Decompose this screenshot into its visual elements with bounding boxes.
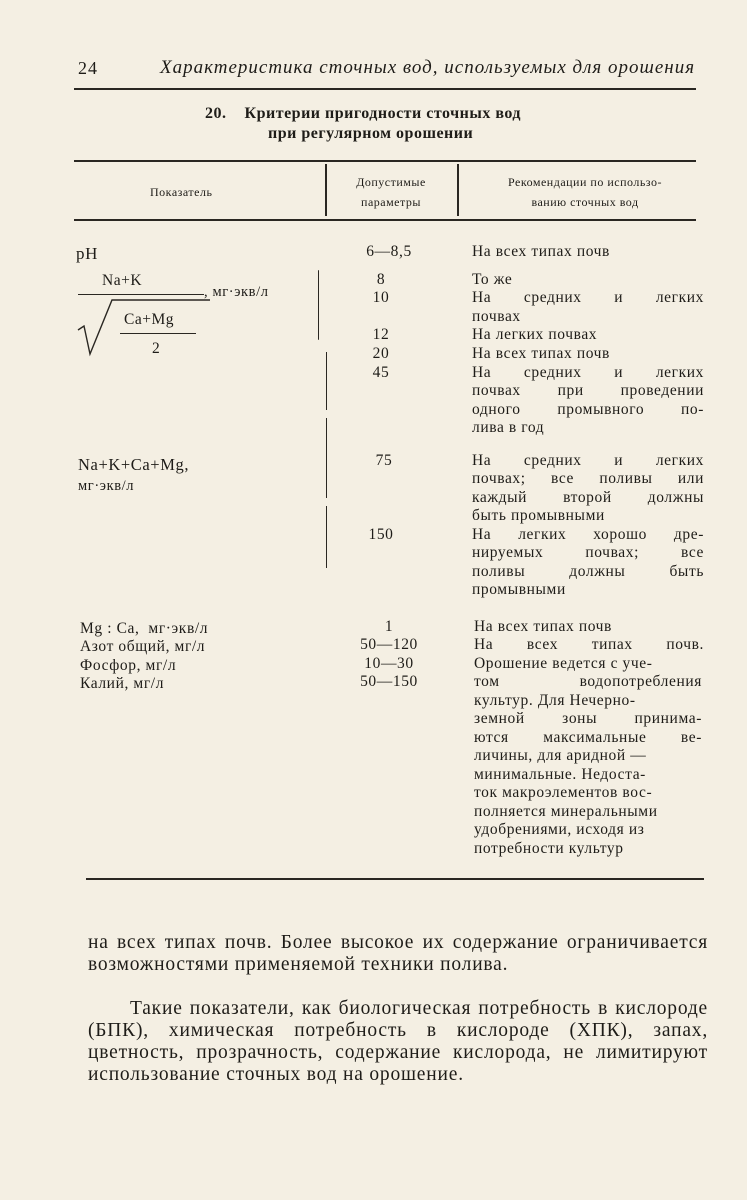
sar-recommendation: лива в год [472, 419, 545, 436]
table-header-rule [74, 219, 696, 221]
column-header-recommendations [470, 172, 700, 212]
table-bottom-rule [86, 878, 704, 880]
salts-recommendation: поливы должны быть [472, 563, 704, 580]
column-header-params-line2: параметры [361, 195, 421, 209]
nutrient-recommendation: удобрениями, исходя из [474, 821, 645, 838]
nutrient-value: 50—150 [360, 673, 418, 690]
nutrient-value: 10—30 [364, 655, 414, 672]
nutrient-recommendation: минимальные. Недоста- [474, 766, 646, 783]
salts-recommendation: почвах; все поливы или [472, 470, 704, 487]
salts-value: 75 [375, 452, 393, 469]
sar-recommendation: То же [472, 271, 513, 288]
salts-recommendation: нируемых почвах; все [472, 544, 704, 561]
running-title: Характеристика сточных вод, используемых для орошения [160, 57, 696, 78]
sar-denominator-bottom: 2 [152, 340, 161, 357]
page-number: 24 [78, 58, 98, 78]
salts-label-unit: мг·экв/л [78, 478, 135, 494]
nutrient-label: Калий, мг/л [80, 675, 165, 692]
salts-recommendation: На легких хорошо дре- [472, 526, 704, 543]
nutrient-recommendation: том водопотребления [474, 673, 702, 690]
body-paragraph: Такие показатели, как биологическая потребность в кислороде (БПК), химическая потребность в кислороде (ХПК), запах, цветность, прозрачность, содержание кислорода, не лимитируют использование сточных вод на орошение. [88, 998, 708, 1085]
salts-recommendation: быть промывными [472, 507, 605, 524]
group-bracket [318, 270, 319, 340]
sar-recommendation: почвах [472, 308, 521, 325]
nutrient-recommendation: На всех типах почв [474, 618, 612, 635]
row-ph-recommendation: На всех типах почв [472, 243, 610, 260]
sar-recommendation: На средних и легких [472, 364, 704, 381]
sar-recommendation: На средних и легких [472, 289, 704, 306]
nutrient-label: Фосфор, мг/л [80, 657, 177, 674]
salts-value: 150 [368, 526, 394, 543]
header-rule [74, 88, 696, 90]
nutrient-recommendation: земной зоны принима- [474, 710, 702, 727]
nutrient-recommendation: ток макроэлементов вос- [474, 784, 653, 801]
group-bracket [326, 418, 327, 498]
salts-recommendation: каждый второй должны [472, 489, 704, 506]
salts-recommendation: промывными [472, 581, 566, 598]
nutrient-recommendation: На всех типах почв. [474, 636, 704, 653]
sar-denominator-top: Ca+Mg [124, 311, 174, 328]
nutrient-label: Mg : Ca, мг·экв/л [80, 620, 209, 637]
nutrient-value: 1 [384, 618, 394, 635]
sar-value: 20 [372, 345, 390, 362]
sar-recommendation: На всех типах почв [472, 345, 610, 362]
nutrient-recommendation: ются максимальные ве- [474, 729, 702, 746]
nutrient-recommendation: личины, для аридной — [474, 747, 647, 764]
column-divider [457, 164, 459, 216]
column-header-params [336, 172, 446, 212]
sar-recommendation: одного промывного по- [472, 401, 704, 418]
sar-value: 12 [372, 326, 390, 343]
salts-label: Na+K+Ca+Mg, [78, 455, 190, 474]
nutrient-recommendation: культур. Для Нечерно- [474, 692, 636, 709]
row-ph-value: 6—8,5 [366, 243, 412, 260]
column-divider [325, 164, 327, 216]
sar-inner-fraction-bar [120, 333, 196, 334]
column-header-indicator: Показатель [150, 185, 213, 199]
table-top-rule [74, 160, 696, 162]
nutrient-recommendation: потребности культур [474, 840, 624, 857]
row-ph-label: pH [76, 244, 98, 263]
sqrt-sign-icon [76, 296, 216, 366]
sar-value: 10 [372, 289, 390, 306]
sar-numerator: Na+K [102, 272, 143, 289]
sar-recommendation: На легких почвах [472, 326, 598, 343]
salts-recommendation: На средних и легких [472, 452, 704, 469]
nutrient-label: Азот общий, мг/л [80, 638, 206, 655]
sar-recommendation: почвах при проведении [472, 382, 704, 399]
column-header-rec-line1: Рекомендации по использо- [508, 175, 662, 189]
column-header-params-line1: Допустимые [356, 175, 426, 189]
sar-value: 45 [372, 364, 390, 381]
sar-value: 8 [376, 271, 386, 288]
table-caption-line2: при регулярном орошении [268, 125, 474, 142]
body-paragraph-continued: на всех типах почв. Более высокое их содержание ограничивается возможностями применяемой техники полива. [88, 932, 708, 975]
nutrient-recommendation: Орошение ведется с уче- [474, 655, 653, 672]
nutrient-recommendation: полняется минеральными [474, 803, 658, 820]
nutrient-value: 50—120 [360, 636, 418, 653]
sar-fraction-bar [78, 294, 204, 295]
column-header-rec-line2: ванию сточных вод [531, 195, 639, 209]
table-caption: 20. Критерии пригодности сточных вод [205, 105, 521, 122]
sar-unit: , мг·экв/л [204, 284, 269, 300]
